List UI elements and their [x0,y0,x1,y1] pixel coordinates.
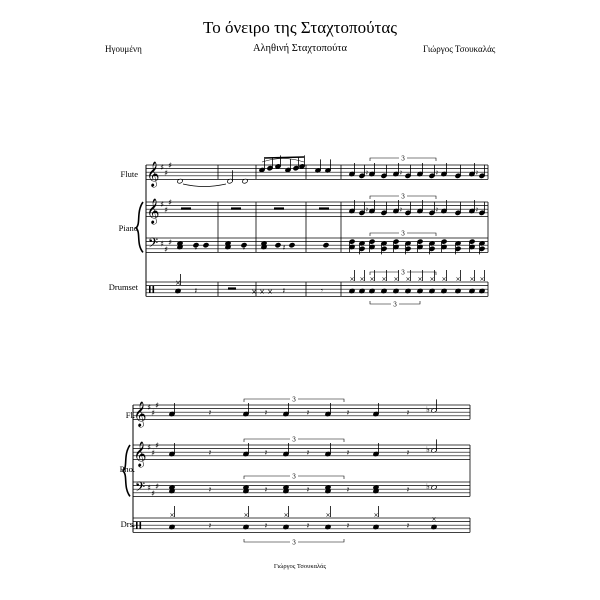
rest: 𝄽 [208,485,212,494]
triplet-number: 3 [292,473,296,481]
sharp-sign: ♯ [155,481,159,491]
rest: 𝄽 [208,408,212,417]
sharp-sign: ♯ [151,489,155,498]
bass-clef: 𝄢 [147,235,159,254]
sharp-sign: ♯ [164,245,168,254]
cymbal-note: × [251,288,257,296]
cymbal-note: × [429,276,435,283]
instrument-label-flute: Flute [120,169,138,179]
treble-clef: 𝄞 [133,402,147,427]
rest: 𝄽 [306,408,310,417]
cymbal-note: × [373,512,379,519]
rest: 𝄽 [346,448,350,457]
triplet-number: 3 [393,301,397,309]
cymbal-note: × [431,516,437,523]
note-head [275,243,281,248]
triplet-number: 3 [292,436,296,444]
triplet-bracket [370,300,420,309]
half-rest [228,287,236,289]
rest: 𝄽 [194,243,198,252]
sharp-sign: ♯ [155,441,159,451]
rest: 𝄽 [306,448,310,457]
cymbal-note: × [359,276,365,283]
cymbal-note: × [393,276,399,283]
whole-rest [231,207,241,209]
piano-bass-notes-2 [169,482,437,494]
system-2-clefs [133,401,159,529]
triplet-number: 3 [292,396,296,404]
sharp-sign: ♯ [155,401,159,411]
rest: 𝄽 [475,169,479,177]
triplet-bracket [370,229,436,238]
system-1-clefs [146,161,172,293]
cymbal-note: × [283,512,289,519]
sharp-sign: ♯ [164,168,168,178]
rest: 𝄽 [282,286,286,295]
tempo-marking: Ηγουμένη [105,44,142,54]
sharp-sign: ♯ [168,237,172,247]
flat-sign: ♭ [426,482,430,491]
cymbal-note: × [479,276,485,283]
sharp-sign: ♯ [160,239,164,249]
sharp-sign: ♯ [168,198,172,208]
percussion-clef [136,522,138,529]
rest: 𝄽 [264,448,268,457]
sharp-sign: ♯ [151,448,155,458]
triplet-number: 3 [401,230,405,238]
whole-rest [181,207,191,209]
note-head [323,243,329,248]
sharp-sign: ♯ [147,443,151,452]
beam [264,157,304,158]
instrument-label-piano: Piano [118,223,138,233]
instrument-label-drumset-short: Drs. [120,519,135,529]
cymbal-note: × [349,276,355,283]
slur [262,159,304,163]
rest: 𝄽 [435,169,439,177]
sharp-sign: ♯ [147,403,151,412]
tie [183,184,226,187]
rest: 𝄽 [282,243,286,252]
rest: 𝄽 [306,521,310,530]
rest: 𝄽 [406,448,410,457]
cymbal-note: × [455,276,461,283]
rest: 𝄽 [264,408,268,417]
cymbal-note: × [267,288,273,296]
triplet-number: 3 [401,193,405,201]
rest: 𝄽 [475,206,479,214]
composer-name: Γιώργος Τσουκαλάς [423,44,496,54]
treble-clef: 𝄞 [146,162,160,187]
rest: 𝄽 [406,408,410,417]
sharp-sign: ♯ [151,408,155,418]
instrument-label-drumset: Drumset [108,282,138,292]
percussion-clef [153,286,155,293]
treble-clef: 𝄞 [133,442,147,467]
piano-treble-notes-2 [169,436,437,457]
rest: 𝄽 [242,243,246,252]
drumset-staff-2 [133,518,470,532]
instrument-label-piano-short: Pno. [119,464,135,474]
flat-sign: ♭ [426,405,430,414]
triplet-number: 3 [292,539,296,547]
rest: 𝄽 [365,169,369,177]
rest: 𝄽 [306,485,310,494]
rest: 𝄽 [406,521,410,530]
sharp-sign: ♯ [160,163,164,172]
drumset-staff [146,282,488,296]
instrument-label-flute-short: Fl. [125,410,135,420]
rest: 𝄽 [264,521,268,530]
sharp-sign: ♯ [147,483,151,493]
piano-bass-staff-2 [133,482,470,496]
page-footer: Γιώργος Τσουκαλάς [273,563,327,570]
rest: 𝄽 [365,206,369,214]
triplet-number: 3 [401,155,405,163]
rest: 𝄽 [346,521,350,530]
note-head [203,243,209,248]
cymbal-note: × [417,276,423,283]
percussion-clef [140,522,142,529]
flat-sign: ♭ [426,445,430,454]
cymbal-note: × [381,276,387,283]
piano-brace [123,445,130,496]
bass-clef: 𝄢 [134,479,146,498]
whole-rest [319,207,329,209]
percussion-clef [149,286,151,293]
cymbal-note: × [259,288,265,296]
rest: 𝄽 [435,206,439,214]
triplet-bracket [244,472,344,481]
triplet-bracket [244,538,344,547]
triplet-bracket [244,435,344,444]
score-subtitle: Αληθινή Σταχτοπούτα [252,43,348,54]
rest: 𝄽 [194,286,198,295]
flute-notes [177,155,485,186]
rest: 𝄽 [399,169,403,177]
triplet-number: 3 [401,269,405,277]
rest: 𝄽 [406,485,410,494]
cymbal-note: × [243,512,249,519]
triplet-bracket [370,154,436,163]
sharp-sign: ♯ [164,205,168,215]
rest: 𝄽 [264,485,268,494]
eighth-rest: 𝄾 [320,286,324,295]
triplet-bracket [370,268,436,277]
piano-treble-staff-2 [133,445,470,459]
sharp-sign: ♯ [160,200,164,209]
rest: 𝄽 [399,206,403,214]
score-title: Το όνειρο της Σταχτοπούτας [203,18,397,37]
treble-clef: 𝄞 [146,199,160,224]
cymbal-note: × [325,512,331,519]
cymbal-note: × [405,276,411,283]
drumset-notes [175,270,485,296]
rest: 𝄽 [346,485,350,494]
flute-staff-2 [133,405,470,419]
triplet-bracket [370,192,436,201]
cymbal-note: × [175,279,181,287]
cymbal-note: × [441,276,447,283]
sharp-sign: ♯ [168,161,172,171]
note-head [289,243,295,248]
flute-notes-2 [169,396,437,417]
whole-rest [274,207,284,209]
triplet-bracket [244,395,344,404]
cymbal-note: × [469,276,475,283]
rest: 𝄽 [208,448,212,457]
rest: 𝄽 [208,521,212,530]
piano-brace [136,202,143,252]
cymbal-note: × [369,276,375,283]
cymbal-note: × [169,512,175,519]
rest: 𝄽 [346,408,350,417]
